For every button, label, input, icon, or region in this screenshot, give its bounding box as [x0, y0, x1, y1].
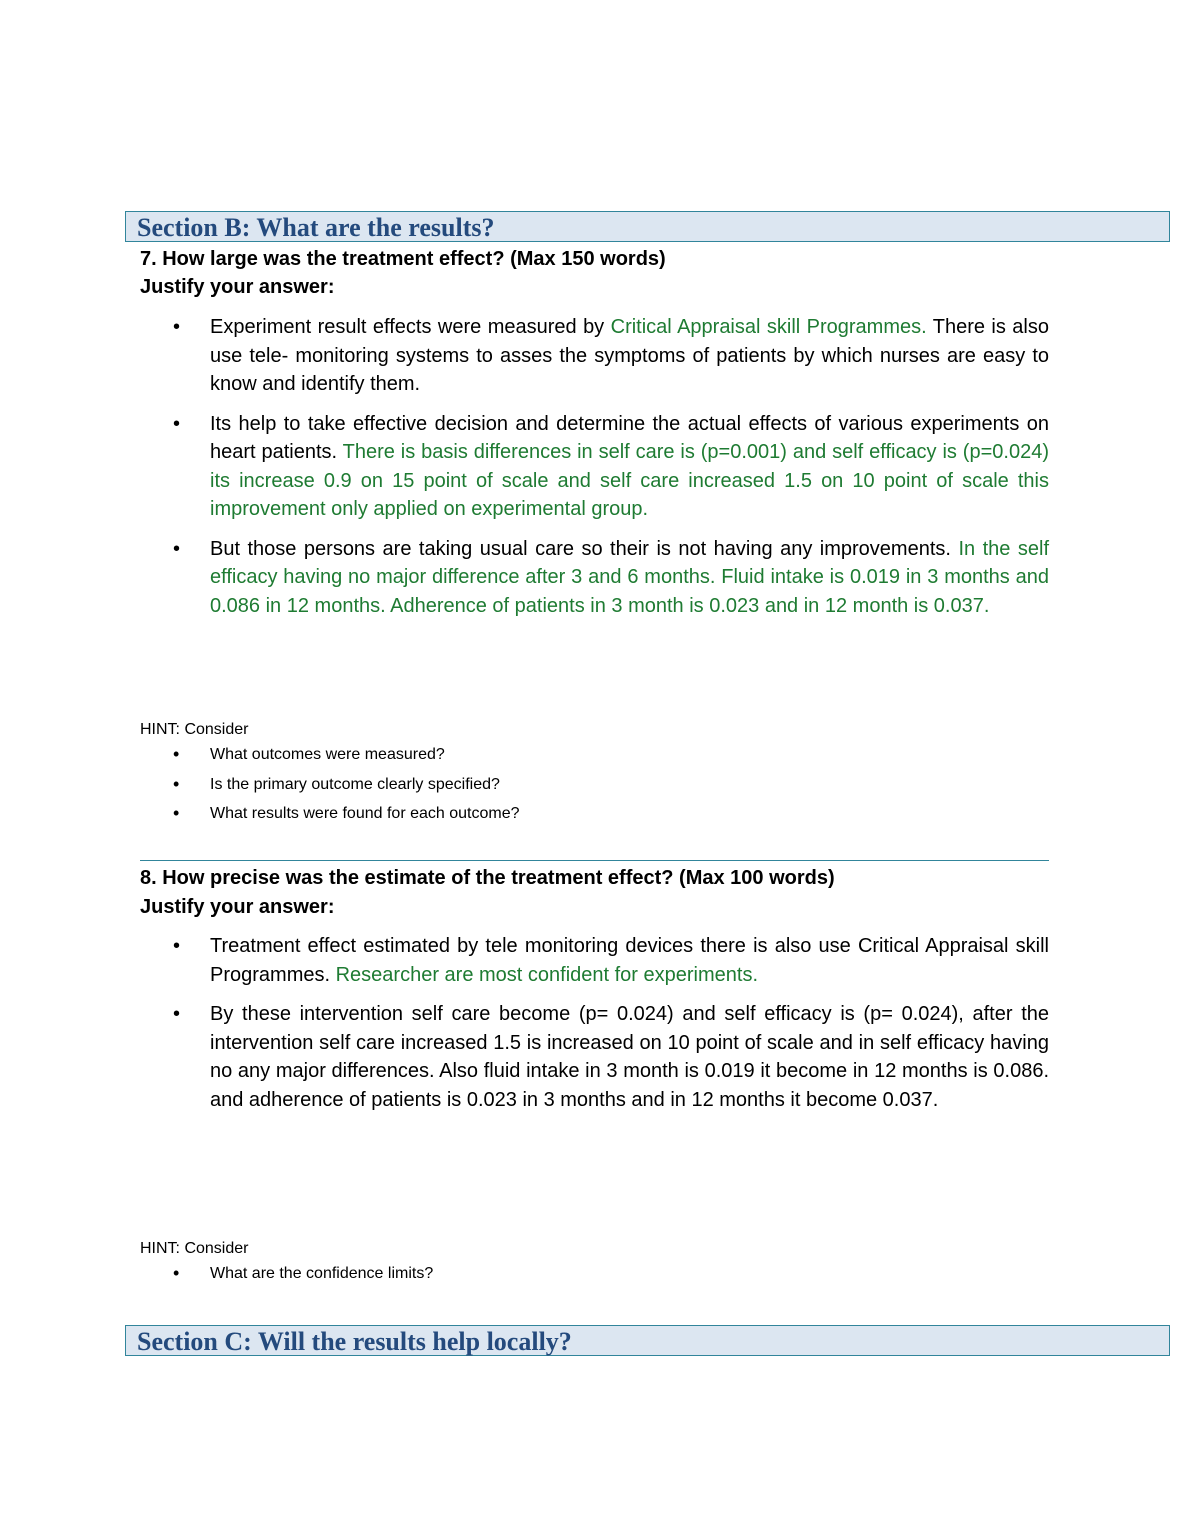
question-7-title: 7. How large was the treatment effect? (Max 150 words) [140, 248, 666, 270]
question-7-answer-list [140, 313, 1049, 631]
list-item [140, 932, 1049, 989]
list-item [140, 1259, 433, 1289]
answer-highlight: In the self efficacy having no major difference after 3 and 6 months. Fluid intake is 0.019 in 3 months and 0.086 in 12 months. Adherence of patients in 3 month is 0.023 and in 12 month is 0.037. [210, 537, 1050, 617]
answer-text: Experiment result effects were measured by [210, 316, 611, 338]
hint-text: What are the confidence limits? [210, 1265, 434, 1282]
list-item [140, 410, 1049, 524]
hint-text: Is the primary outcome clearly specified? [210, 775, 500, 793]
hint-text: What outcomes were measured? [210, 746, 445, 763]
answer-text: Its help to take effective decision and determine the actual effects of various experiments on heart patients. [210, 412, 1049, 463]
bullet-icon: • [173, 1263, 180, 1283]
question-8-answer-list [140, 932, 1049, 1125]
list-item [140, 799, 520, 829]
bullet-icon: • [173, 316, 181, 338]
question-7-justify-label: Justify your answer: [140, 276, 335, 298]
section-b-header: Section B: What are the results? [125, 211, 1170, 242]
question-8-hint-list [140, 1259, 433, 1289]
hint-text: What results were found for each outcome? [210, 805, 520, 822]
bullet-icon: • [173, 744, 180, 764]
bullet-icon: • [173, 773, 180, 794]
answer-highlight: Researcher are most confident for experiments. [335, 963, 759, 986]
answer-text: Treatment effect estimated by tele monitoring devices there is also use Critical Appraisal skill Programmes. [210, 935, 1049, 986]
bullet-icon: • [173, 1003, 181, 1025]
bullet-icon: • [173, 803, 180, 823]
list-item [140, 535, 1049, 621]
answer-highlight: Critical Appraisal skill Programmes. [610, 316, 927, 338]
bullet-icon: • [173, 537, 181, 560]
question-7-hint-label: HINT: Consider [140, 721, 249, 738]
answer-text: By these intervention self care become (p= 0.024) and self efficacy is (p= 0.024), after the intervention self care increased 1.5 is increased on 10 point of scale and in self efficacy having no any major differences. Also fluid intake in 3 month is 0.019 it become in 12 months is 0.086. and adherence of patients is 0.023 in 3 months and in 12 months it become 0.037. [210, 1003, 1049, 1111]
list-item [140, 740, 520, 770]
section-divider [140, 860, 1049, 861]
answer-text: But those persons are taking usual care so their is not having any improvements. [210, 537, 959, 560]
question-7-hint-list [140, 740, 520, 829]
question-8-title: 8. How precise was the estimate of the treatment effect? (Max 100 words) [140, 867, 835, 889]
list-item [140, 313, 1049, 399]
question-8-justify-label: Justify your answer: [140, 896, 335, 918]
list-item [140, 1000, 1049, 1114]
list-item [140, 770, 520, 800]
bullet-icon: • [173, 412, 181, 435]
answer-highlight: There is basis differences in self care is (p=0.001) and self efficacy is (p=0.024) its increase 0.9 on 15 point of scale and self care increased 1.5 on 10 point of scale this improvement only applied on experimental group. [210, 441, 1049, 520]
section-c-header: Section C: Will the results help locally? [125, 1325, 1170, 1356]
answer-text: There is also use tele- monitoring systems to asses the symptoms of patients by which nurses are easy to know and identify them. [210, 316, 1049, 395]
bullet-icon: • [173, 935, 181, 957]
question-8-hint-label: HINT: Consider [140, 1240, 249, 1257]
